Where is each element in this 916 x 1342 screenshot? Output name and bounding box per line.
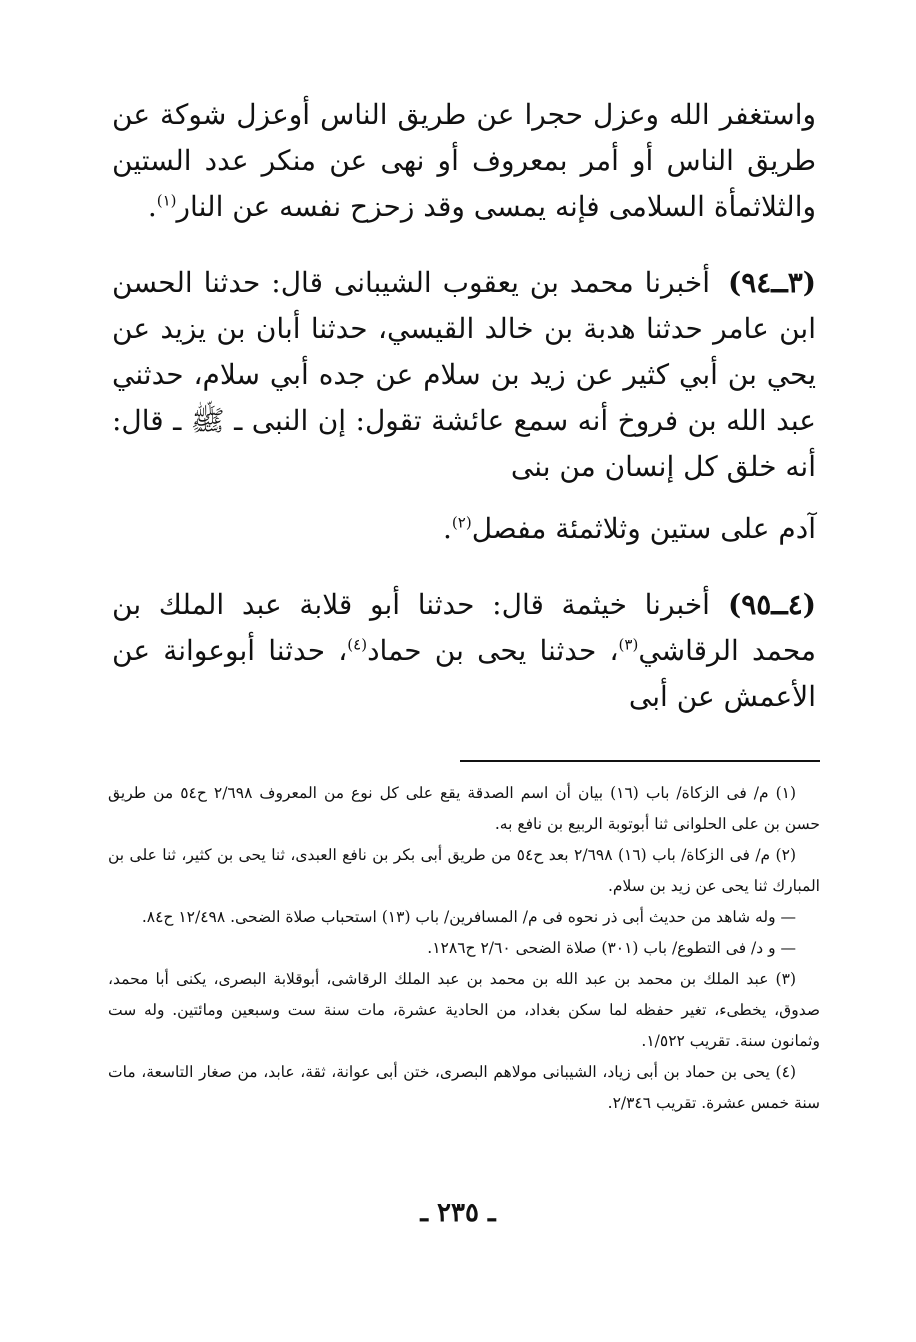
paragraph-94-last-text: آدم على ستين وثلاثمئة مفصل bbox=[471, 512, 816, 545]
paragraph-95-text-c: ، حدثنا أبوعوانة عن الأعمش عن أبى bbox=[112, 634, 816, 713]
footnote-ref-3: (٣) bbox=[618, 635, 639, 654]
paragraph-94-last-line bbox=[112, 506, 816, 552]
footnote-4: (٤) يحى بن حماد بن أبى زياد، الشيبانى مولاهم البصرى، ختن أبى عوانة، ثقة، عابد، من صغار التاسعة، مات سنة خمس عشرة. تقريب ٢/٣٤٦. bbox=[108, 1063, 820, 1112]
footnote-separator bbox=[460, 760, 820, 762]
footnotes bbox=[108, 778, 820, 1119]
footnote-ref-1: (١) bbox=[156, 191, 177, 210]
footnote-2-note-a: — وله شاهد من حديث أبى ذر نحوه فى م/ المسافرين/ باب (١٣) استحباب صلاة الضحى. ١٢/٤٩٨ ح٨٤. bbox=[141, 908, 796, 926]
hadith-number-95: (٤ــ٩٥) bbox=[727, 588, 816, 621]
paragraph-1-end: . bbox=[147, 190, 157, 223]
paragraph-1-text: واستغفر الله وعزل حجرا عن طريق الناس أوعزل شوكة عن طريق الناس أو أمر بمعروف أو نهى عن منكر عدد الستين والثلاثمأة السلامى فإنه يمسى وقد زحزح نفسه عن النار bbox=[112, 98, 816, 223]
paragraph-94-end: . bbox=[443, 512, 452, 545]
paragraph-95-text-b: ، حدثنا يحى بن حماد bbox=[367, 634, 619, 667]
main-text bbox=[112, 92, 816, 720]
footnote-2: (٢) م/ فى الزكاة/ باب (١٦) ٢/٦٩٨ بعد ح٥٤ من طريق أبى بكر بن نافع العبدى، ثنا يحى بن كثير، ثنا على بن المبارك ثنا يحى عن زيد بن سلام. bbox=[108, 846, 820, 895]
footnote-1: (١) م/ فى الزكاة/ باب (١٦) بيان أن اسم الصدقة يقع على كل نوع من المعروف ٢/٦٩٨ ح٥٤ من طريق حسن بن على الحلوانى ثنا أبوتوبة الربيع بن نافع به. bbox=[108, 784, 820, 833]
hadith-number-94: (٣ــ٩٤) bbox=[727, 266, 816, 299]
footnote-ref-2: (٢) bbox=[451, 513, 472, 532]
footnote-2-note-b: — و د/ فى التطوع/ باب (٣٠١) صلاة الضحى ٢/٦٠ ح١٢٨٦. bbox=[427, 939, 796, 957]
paragraph-94 bbox=[112, 260, 816, 552]
paragraph-1 bbox=[112, 92, 816, 230]
page-number: ـ ٢٣٥ ـ bbox=[420, 1198, 496, 1228]
footnote-3: (٣) عبد الملك بن محمد بن عبد الله بن محمد بن عبد الملك الرقاشى، أبوقلابة البصرى، يكنى أبا محمد، صدوق، يخطىء، تغير حفظه لما سكن بغداد، من الحادية عشرة، مات سنة ست وسبعين ومائتين. وله ست وثمانون سنة. تقريب ١/٥٢٢. bbox=[108, 970, 820, 1050]
paragraph-95-text-a: أخبرنا خيثمة قال: حدثنا أبو قلابة عبد الملك بن محمد الرقاشي bbox=[112, 588, 816, 667]
paragraph-94-text: أخبرنا محمد بن يعقوب الشيبانى قال: حدثنا الحسن ابن عامر حدثنا هدبة بن خالد القيسي، حدثنا أبان بن يزيد عن يحي بن أبي كثير عن زيد بن سلام عن جده أبي سلام، حدثني عبد الله بن فروخ أنه سمع عائشة تقول: إن النبى ـ ﷺ ـ قال: أنه خلق كل إنسان من بنى bbox=[112, 266, 816, 483]
paragraph-95 bbox=[112, 582, 816, 720]
footnote-ref-4: (٤) bbox=[347, 635, 368, 654]
